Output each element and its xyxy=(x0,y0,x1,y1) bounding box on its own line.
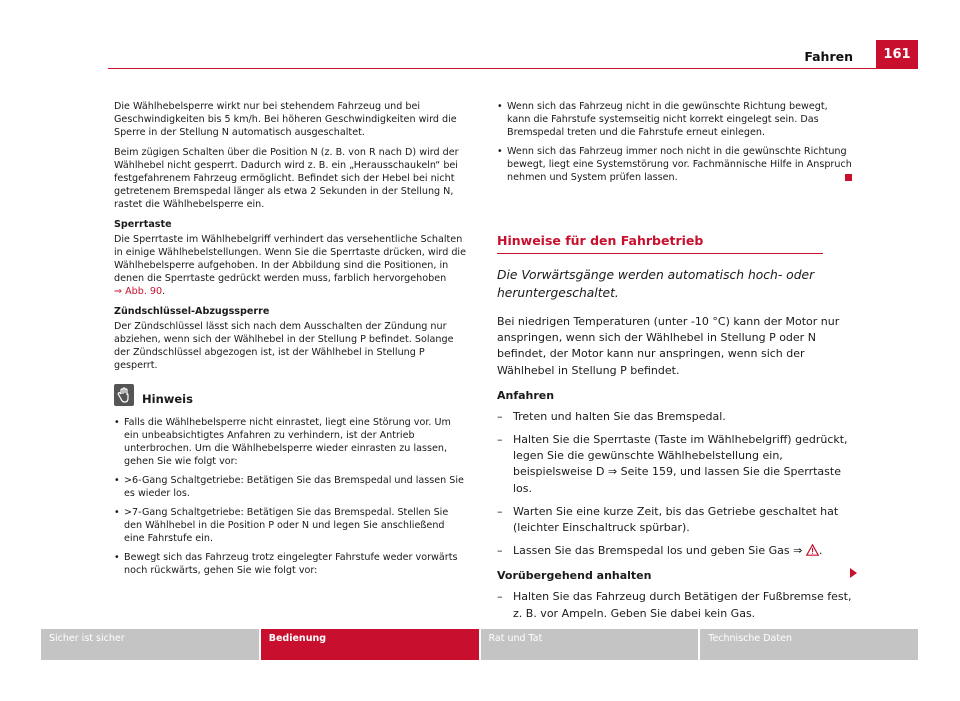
bullet: • xyxy=(497,101,503,112)
paragraph xyxy=(114,233,466,298)
page-number: 161 xyxy=(876,40,918,68)
step-text: Warten Sie eine kurze Zeit, bis das Getriebe geschaltet hat (leichter Einschaltruck spürbar). xyxy=(513,504,839,535)
left-column xyxy=(114,100,466,583)
list-item-text: Wenn sich das Fahrzeug immer noch nicht in die gewünschte Richtung bewegt, liegt eine Systemstörung vor. Fachmännische Hilfe in Anspruch nehmen und System prüfen lassen. xyxy=(507,146,852,183)
paragraph: Bei niedrigen Temperaturen (unter -10 °C) kann der Motor nur anspringen, wenn sich der Wählhebel in Stellung P oder N befindet, der Motor kann nur anspringen, wenn sich der Wählhebel in Stellung P befindet. xyxy=(497,315,840,377)
footer-tab-rat[interactable]: Rat und Tat xyxy=(481,629,699,660)
step-dash: – xyxy=(497,590,503,604)
footer-tab-technik[interactable]: Technische Daten xyxy=(700,629,918,660)
footer-tab-sicher[interactable]: Sicher ist sicher xyxy=(41,629,259,660)
subheading-anfahren: Anfahren xyxy=(497,388,555,402)
step-dash: – xyxy=(497,433,503,447)
header-rule xyxy=(108,68,918,69)
bullet: • xyxy=(114,507,120,518)
section-end-marker xyxy=(845,174,852,181)
step-text: Treten und halten Sie das Bremspedal. xyxy=(513,409,726,423)
list-item xyxy=(497,100,853,139)
footer-nav xyxy=(41,629,918,660)
step-text: Lassen Sie das Bremspedal los und geben Sie Gas ⇒ xyxy=(513,544,803,558)
paragraph: Der Zündschlüssel lässt sich nach dem Ausschalten der Zündung nur abziehen, wenn sich der Wählhebel in der Stellung P befindet. Solange der Zündschlüssel abgezogen ist, ist der Wählhebel in Stellung P gesperrt. xyxy=(114,321,454,371)
step-item xyxy=(497,504,853,536)
step-dash: – xyxy=(497,544,503,558)
running-header: Fahren xyxy=(804,49,853,64)
list-item xyxy=(114,506,466,545)
step-item xyxy=(497,589,853,621)
section-title: Hinweise für den Fahrbetrieb xyxy=(497,234,823,254)
list-item-text: >6-Gang Schaltgetriebe: Betätigen Sie das Bremspedal und lassen Sie es wieder los. xyxy=(124,475,464,499)
step-dash: – xyxy=(497,504,503,518)
info-hand-icon xyxy=(114,384,134,406)
period: . xyxy=(162,286,166,297)
step-item xyxy=(497,432,853,497)
paragraph: Die Wählhebelsperre wirkt nur bei stehendem Fahrzeug und bei Geschwindigkeiten bis 5 km/h. Bei höheren Geschwindigkeiten wird die Sperre in der Stellung N automatisch ausgeschaltet. xyxy=(114,101,457,138)
subheading-zuendschluessel: Zündschlüssel-Abzugssperre xyxy=(114,306,270,317)
warning-icon[interactable] xyxy=(806,544,819,556)
subheading-anhalten: Vorübergehend anhalten xyxy=(497,569,652,583)
paragraph: Beim zügigen Schalten über die Position N (z. B. von R nach D) wird der Wählhebel nicht gesperrt. Dadurch wird z. B. ein „Herausschaukeln“ bei festgefahrenem Fahrzeug ermöglicht. Befindet sich der Hebel bei nicht getretenem Bremspedal länger als etwa 2 Sekunden in der Stellung N, rastet die Wählhebelsperre ein. xyxy=(114,147,459,210)
lead-text: Die Vorwärtsgänge werden automatisch hoch- oder heruntergeschaltet. xyxy=(497,268,815,300)
bullet: • xyxy=(114,552,120,563)
hint-header xyxy=(114,384,466,406)
bullet: • xyxy=(114,475,120,486)
paragraph-text: Die Sperrtaste im Wählhebelgriff verhindert das versehentliche Schalten in einige Wählhebelstellungen. Wenn Sie die Sperrtaste drücken, wird die Wählhebelsperre aufgehoben. In der Abbildung sind die Positionen, in denen die Sperrtaste gedrückt werden muss, farblich hervorgehoben xyxy=(114,234,466,284)
list-item xyxy=(497,145,853,184)
right-column xyxy=(497,100,853,622)
step-text: Halten Sie das Fahrzeug durch Betätigen der Fußbremse fest, z. B. vor Ampeln. Geben Sie dabei kein Gas. xyxy=(513,590,852,620)
list-item xyxy=(114,416,466,468)
figure-link[interactable]: ⇒ Abb. 90 xyxy=(114,286,163,297)
list-item-text: Bewegt sich das Fahrzeug trotz eingelegter Fahrstufe weder vorwärts noch rückwärts, gehen Sie wie folgt vor: xyxy=(124,552,458,576)
list-item xyxy=(114,474,466,500)
hint-title: Hinweis xyxy=(142,392,193,406)
continue-arrow-icon xyxy=(850,568,857,578)
step-text-warning xyxy=(513,543,822,559)
bullet: • xyxy=(114,417,120,428)
step-item xyxy=(497,409,853,425)
list-item-text: Wenn sich das Fahrzeug nicht in die gewünschte Richtung bewegt, kann die Fahrstufe systemseitig nicht korrekt eingelegt sein. Das Bremspedal treten und die Fahrstufe erneut einlegen. xyxy=(507,101,828,138)
list-item-text: >7-Gang Schaltgetriebe: Betätigen Sie das Bremspedal. Stellen Sie den Wählhebel in die Position P oder N und legen Sie anschließend eine Fahrstufe ein. xyxy=(124,507,449,544)
bullet: • xyxy=(497,146,503,157)
period: . xyxy=(818,544,823,558)
list-item-text: Falls die Wählhebelsperre nicht einrastet, liegt eine Störung vor. Um ein unbeabsichtigtes Anfahren zu verhindern, ist der Antrieb unterbrochen. Um die Wählhebelsperre wieder einrasten zu lassen, gehen Sie wie folgt vor: xyxy=(124,417,451,467)
step-item xyxy=(497,543,853,559)
footer-tab-bedienung[interactable]: Bedienung xyxy=(261,629,479,660)
step-text: Halten Sie die Sperrtaste (Taste im Wählhebelgriff) gedrückt, legen Sie die gewünschte Wählhebelstellung ein, beispielsweise D ⇒ Seite 159, und lassen Sie die Sperrtaste los. xyxy=(513,433,848,495)
subheading-sperrtaste: Sperrtaste xyxy=(114,219,172,230)
list-item xyxy=(114,551,466,577)
step-dash: – xyxy=(497,409,503,423)
